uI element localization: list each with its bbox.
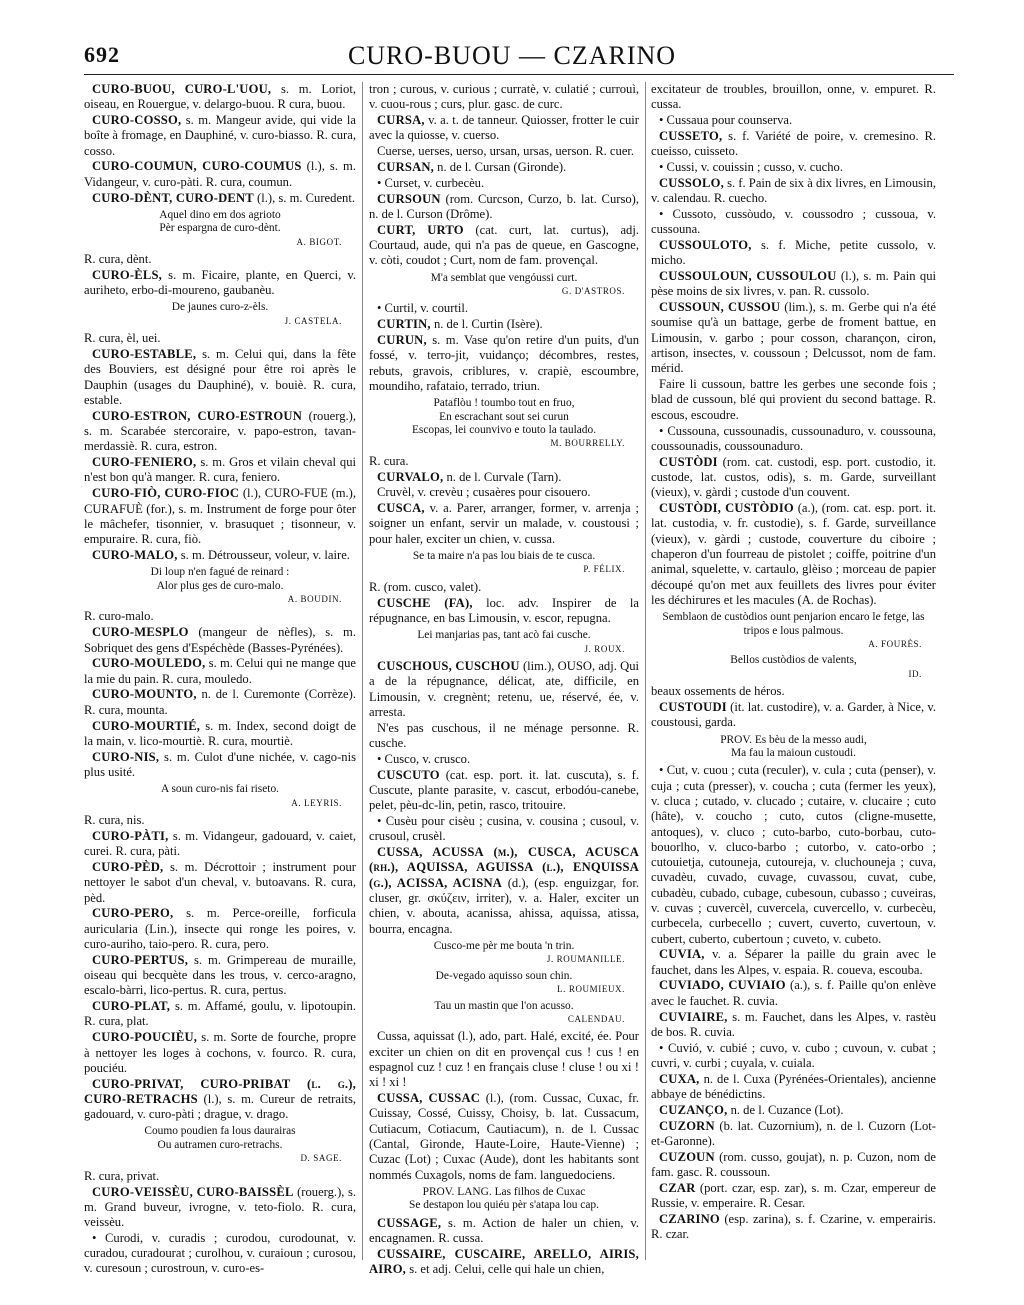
entry-definition: Faire li cussoun, battre les gerbes une seconde fois ; blad de cussoun, blé qui provient du second battage. R. escous, escoudre. [651, 377, 936, 422]
entry-headword: CUSSAGE, [377, 1215, 442, 1230]
entry-headword: CURUN, [377, 332, 427, 347]
dictionary-entry [84, 750, 356, 781]
entry-headword: CURO-ÈLS, [92, 267, 163, 282]
dictionary-entry [651, 763, 936, 947]
entry-definition: (l.), s. m. Vidangeur, v. curo-pàti. R. cura, coumun. [84, 159, 356, 189]
entry-headword: CUSCUTO [377, 767, 440, 782]
entry-definition: • Cut, v. cuou ; cuta (reculer), v. cula ; cuta (penser), v. cuja ; cuta (presser), v. coucha ; cuta (fermer les yeux), v. cluca ; cutado, v. clucado ; cutaire, v. clucaire ; cuto (hâte), v. coucho ; cuto, cutos (cligne-musette, antoques), v. cluco ; cuto-barbo, cuto-borbau, cuto-bouorlho, v. cluco-barbo ; cutorbo, v. cato-orbo ; cutouietja, cutouneja, cutoureja, v. cluchouneja ; cuva, cuvadèu, cuvado, cuvage, cuvassou, cuvat, cube, cubadèu, cubado, cubage, cubesoun, cubasso ; cuveiras, v. cuvas ; cuvercèl, cuvercela, cuvercello, v. curbecèu, curbecela, curbecello ; cuvert, cuverto, cuvertoun, v. cubert, cuberto, cubertoun ; cuveto, v. cubeto. [651, 763, 936, 946]
dictionary-entry [651, 238, 936, 269]
quotation-line: PROV. Es bèu de la messo audi, [720, 733, 867, 746]
entry-definition: (port. czar, esp. zar), s. m. Czar, empereur de Russie, v. emperaire. R. Cesar. [651, 1180, 936, 1211]
quotation [369, 272, 639, 299]
quotation [369, 397, 639, 451]
entry-definition: (esp. zarina), s. f. Czarine, v. emperairis. R. czar. [651, 1211, 936, 1242]
dictionary-entry [369, 814, 639, 845]
entry-definition: (cat. esp. port. it. lat. cuscuta), s. f. Cuscute, plante parasite, v. cascut, erbodóu-canebe, pelet, pèu-dc-lin, petin, rasco, tritouire. [369, 767, 639, 813]
entry-headword: CUSCHOUS, CUSCHOU [377, 659, 520, 674]
quotation-line: PROV. LANG. Las filhos de Cuxac [422, 1185, 586, 1198]
entry-definition: s. m. Mangeur avide, qui vide la boîte à fromage, en Dauphiné, v. curo-biasso. R. cura, cosso. [84, 113, 356, 158]
entry-definition: Cussa, aquissat (l.), ado, part. Halé, excité, ée. Pour exciter un chien on dit en provençal cus ! cus ! en espagnol cuz ! cuz ! en français cluse ! cluse ! ou xi ! xi ! xi ! [369, 1029, 639, 1090]
quotation-line: Alor plus ges de curo-malo. [156, 579, 284, 592]
entry-text [84, 813, 356, 828]
dictionary-entry [369, 301, 639, 316]
dictionary-entry [84, 656, 356, 687]
quotation-line: En escrachant sout sei curun [439, 410, 569, 423]
entry-headword: CURO-PÈD, [92, 859, 164, 874]
entry-definition: (a.), (rom. cat. esp. port. it. lat. custodia, v. fr. custodie), s. f. Garde, surveillance (vieux), v. gàrdi ; custode, couverture du ciboire ; chaperon d'un fourreau de pistolet ; coiffe, poitrine d'un animal, squelette, v. cartaulo, glèiso ; morceau de papier découpé qu'on met aux feuillets des livres pour éviter les déchirures et les macules (A. de Rochas). [651, 501, 936, 607]
entry-definition: (a.), s. f. Paille qu'on enlève avec le fauchet. R. cuvia. [651, 978, 936, 1008]
dictionary-entry [651, 947, 936, 978]
entry-definition: n. de l. Curvale (Tarn). [443, 469, 562, 484]
entry-text [651, 684, 936, 699]
page-number: 692 [84, 42, 120, 67]
quotation [84, 1125, 356, 1165]
quotation [369, 1000, 639, 1027]
dictionary-entry [84, 1030, 356, 1076]
column-1 [84, 82, 356, 1282]
dictionary-entry [84, 906, 356, 952]
quotation-author: J. ROUX. [584, 643, 625, 654]
entry-headword: CURO-MOULEDO, [92, 656, 206, 671]
entry-text [84, 252, 356, 267]
entry-definition: (b. lat. Cuzornium), n. de l. Cuzorn (Lot-et-Garonne). [651, 1118, 936, 1148]
entry-text [369, 485, 639, 500]
entry-headword: CURO-COSSO, [92, 113, 182, 128]
dictionary-entry [84, 347, 356, 408]
entry-headword: CURO-MALO, [92, 547, 178, 562]
dictionary-entry [84, 455, 356, 486]
entry-definition: R. cura, èl, uei. [84, 331, 161, 346]
entry-definition: • Cussoto, cussòudo, v. coussodro ; cussoua, v. cussouna. [651, 206, 936, 237]
entry-headword: CURO-PLAT, [92, 999, 171, 1014]
dictionary-entry [651, 160, 936, 175]
quotation [84, 301, 356, 328]
quotation [84, 783, 356, 810]
dictionary-entry [369, 160, 639, 175]
entry-headword: CURO-PRIVAT, CURO-PRIBAT (l. g.), CURO-RETRACHS [84, 1076, 356, 1106]
entry-definition: R. cura, privat. [84, 1168, 160, 1183]
dictionary-entry [651, 1181, 936, 1212]
quotation-line: Coumo poudien fa lous daurairas [144, 1125, 296, 1138]
quotation-line: Escopas, lei counvivo e touto la taulado. [411, 423, 597, 436]
entry-text [84, 331, 356, 346]
entry-definition: loc. adv. Inspirer de la répugnance, en bas Limousin, v. escor, repugna. [369, 595, 639, 625]
quotation-line: De-vegado aquisso soun chin. [435, 969, 573, 982]
quotation-line: Cusco-me pèr me bouta 'n trin. [433, 939, 575, 952]
quotation [84, 209, 356, 249]
entry-headword: CUSSETO, [659, 128, 723, 143]
entry-definition: s. m. Gros et vilain cheval qui n'est bon qu'à manger. R. cura, feniero. [84, 455, 356, 485]
quotation [369, 1186, 639, 1213]
quotation [369, 940, 639, 967]
entry-headword: CURO-ESTRON, CURO-ESTROUN [92, 408, 303, 423]
dictionary-entry [84, 1077, 356, 1123]
quotation-line: Ou autramen curo-retrachs. [157, 1138, 283, 1151]
dictionary-entry [369, 596, 639, 627]
entry-headword: CURTIN, [377, 317, 431, 332]
dictionary-entry [651, 424, 936, 455]
entry-headword: CURO-ESTABLE, [92, 347, 197, 362]
entry-definition: (lim.), OUSO, adj. Qui a de la répugnance, délicat, ate, difficile, en Limousin, v. cregnènt; retenu, ue, réservé, ée, v. arresta. [369, 659, 639, 719]
dictionary-entry [84, 719, 356, 750]
entry-headword: CURO-MOUNTO, [92, 687, 197, 702]
entry-headword: CURO-FENIERO, [92, 455, 197, 470]
dictionary-entry [84, 829, 356, 860]
entry-definition: s. m. Vidangeur, gadouard, v. caiet, curei. R. cura, pàti. [84, 828, 356, 859]
entry-definition: s. m. Loriot, oiseau, en Rouergue, v. delargo-buou. R cura, buou. [84, 82, 356, 112]
entry-definition: s. m. Fauchet, dans les Alpes, v. rastèu de bos. R. cuvia. [651, 1009, 936, 1039]
entry-definition: tron ; curous, v. curious ; curratè, v. culatié ; currouì, v. cuou-rous ; curs, plur. gasc. de curc. [369, 82, 639, 112]
entry-headword: CURSOUN [377, 191, 441, 206]
entry-headword: CURO-DÈNT, CURO-DENT [92, 190, 254, 205]
entry-definition: s. et adj. Celui, celle qui hale un chien, [406, 1262, 605, 1277]
dictionary-entry [369, 333, 639, 394]
quotation-line: Ma fau la maioun custoudi. [731, 746, 856, 759]
entry-definition: • Cussouna, cussounadis, cussounaduro, v. coussouna, coussounadis, coussounaduro. [651, 423, 936, 453]
quotation-author: M. BOURRELLY. [550, 438, 625, 449]
entry-definition: s. f. Miche, petite cussolo, v. micho. [651, 237, 936, 268]
entry-definition: s. m. Celui qui ne mange que la mie du pain. R. cura, mouledo. [84, 656, 356, 686]
entry-definition: • Cusco, v. crusco. [377, 751, 471, 766]
quotation-line: Lei manjarias pas, tant acò fai cusche. [417, 629, 591, 642]
dictionary-entry [651, 700, 936, 731]
entry-definition: (rom. cat. custodi, esp. port. custodio, it. custode, lat. custos, odis), s. m. Garde, surveillant (vieux), v. gàrdi ; custode d'un couvent. [651, 454, 936, 500]
column-separator [362, 82, 363, 1260]
quotation [651, 654, 936, 681]
entry-text [369, 454, 639, 469]
dictionary-entry [84, 268, 356, 299]
entry-headword: CZAR [659, 1180, 696, 1195]
entry-definition: • Cusèu pour cisèu ; cusina, v. cousina ; cusoul, v. crusoul, crusèl. [369, 814, 639, 844]
entry-definition: beaux ossements de héros. [651, 684, 785, 699]
entry-definition: (rom. cusso, goujat), n. p. Cuzon, nom de fam. gasc. R. coussoun. [651, 1149, 936, 1180]
entry-text [369, 1029, 639, 1090]
quotation-author: A. BIGOT. [296, 236, 342, 247]
entry-headword: CUSTÒDI [659, 454, 718, 469]
dictionary-entry [84, 82, 356, 113]
quotation [369, 550, 639, 577]
dictionary-entry [84, 159, 356, 190]
entry-definition: (l.), CURO-FUE (m.), CURAFUÈ (for.), s. m. Instrument de forge pour ôter le mâchefer, tisonnier, v. brasuquet ; tisonneur, v. empuraire. R. cura, fiò. [84, 486, 356, 547]
quotation-author: P. FÉLIX. [583, 564, 625, 575]
running-head: CURO-BUOU — CZARINO [347, 41, 677, 70]
entry-definition: s. m. Culot d'une nichée, v. cago-nis plus usité. [84, 749, 356, 779]
entry-headword: CURO-POUCIÈU, [92, 1030, 198, 1045]
entry-headword: CURO-PÀTI, [92, 828, 169, 843]
dictionary-entry [651, 1150, 936, 1181]
entry-definition: s. f. Pain de six à dix livres, en Limousin, v. calendau. R. cuecho. [651, 175, 936, 206]
entry-headword: CUSTÒDI, CUSTÒDIO [659, 501, 794, 516]
entry-text [651, 377, 936, 423]
entry-definition: (lim.), s. m. Gerbe qui n'a été soumise qu'à un battage, gerbe de froment battue, en Limousin, v. garbo ; pour cosson, charançon, ciron, artison, insectes, v. coussoun ; Delcussot, nom de fam. mérid. [651, 300, 936, 376]
entry-definition: s. m. Celui qui, dans la fête des Bouviers, est désigné pour être roi après le Dauphin (usages du Dauphiné), v. bouiè. R. cura, estable. [84, 347, 356, 407]
entry-headword: CUZORN [659, 1118, 715, 1133]
quotation [651, 611, 936, 651]
quotation [84, 566, 356, 606]
entry-definition: s. m. Grimpereau de muraille, oiseau qui becquète dans les trous, v. cerco-aragno, escalo-bàrri, lico-pertus. R. cura, pertus. [84, 952, 356, 998]
dictionary-entry [369, 317, 639, 332]
entry-headword: CUSTOUDI [659, 699, 727, 714]
dictionary-entry [651, 129, 936, 160]
dictionary-entry [651, 207, 936, 238]
quotation-author: D. SAGE. [300, 1153, 342, 1164]
entry-definition: R. cura. [369, 453, 409, 468]
quotation-line: Pèr espargna de curo-dènt. [159, 222, 281, 235]
entry-headword: CUVIADO, CUVIAIO [659, 978, 786, 993]
dictionary-entry [369, 1216, 639, 1247]
quotation-author: G. D'ASTROS. [561, 285, 625, 296]
entry-headword: CUSCA, [377, 501, 425, 516]
entry-definition: • Cussi, v. couissin ; cusso, v. cucho. [659, 159, 843, 174]
entry-definition: (rouerg.), s. m. Grand buveur, ivrogne, v. teto-fiolo. R. cura, veissèu. [84, 1184, 356, 1230]
quotation-author: J. ROUMANILLE. [546, 954, 625, 965]
entry-definition: s. m. Affamé, goulu, v. lipotoupin. R. cura, plat. [84, 999, 356, 1029]
entry-headword: CUSSA, ACUSSA (m.), CUSCA, ACUSCA (rh.), AQUISSA, AGUISSA (l.), ENQUISSA (g.), ACISSA, ACISNA [369, 845, 639, 890]
entry-headword: CURSAN, [377, 159, 435, 174]
entry-headword: CUSCHE (FA), [377, 595, 473, 610]
entry-headword: CURT, URTO [377, 222, 464, 237]
entry-headword: CURO-PERO, [92, 906, 174, 921]
dictionary-entry [651, 176, 936, 207]
dictionary-entry [369, 1091, 639, 1183]
dictionary-entry [651, 269, 936, 300]
dictionary-entry [84, 999, 356, 1030]
entry-headword: CUVIAIRE, [659, 1009, 728, 1024]
entry-text [84, 1169, 356, 1184]
entry-definition: s. m. Index, second doigt de la main, v. lico-mourtiè. R. cura, mourtiè. [84, 718, 356, 748]
column-2 [369, 82, 639, 1282]
entry-text [369, 144, 639, 159]
entry-text [84, 609, 356, 624]
entry-headword: CURO-MESPLO [92, 625, 189, 640]
entry-definition: s. m. Décrottoir ; instrument pour nettoyer le sabot d'un cheval, v. butoavans. R. cura, pèd. [84, 859, 356, 905]
entry-definition: • Curset, v. curbecèu. [377, 175, 485, 190]
quotation-line: Tau un mastin que l'on acusso. [434, 999, 574, 1012]
entry-definition: (rom. Curcson, Curzo, b. lat. Curso), n. de l. Curson (Drôme). [369, 191, 639, 221]
entry-definition: (rouerg.), s. m. Scarabée stercoraire, v. papo-estron, tavan-merdassiè. R. cura, estron. [84, 408, 356, 454]
quotation [369, 629, 639, 656]
entry-headword: CURO-PERTUS, [92, 952, 189, 967]
quotation-author: J. CASTELA. [284, 315, 342, 326]
dictionary-entry [84, 191, 356, 206]
entry-definition: n. de l. Cursan (Gironde). [434, 159, 567, 174]
entry-definition: (d.), (esp. enguizgar, for. cluser, gr. σκύζειν, irriter), v. a. Haler, exciter un chien, v. abouta, acanissa, ahissa, aquissa, atissa, bourra, encagna. [369, 875, 639, 936]
entry-definition: • Cussaua pour counserva. [659, 113, 793, 128]
entry-headword: CURO-NIS, [92, 749, 160, 764]
entry-definition: s. m. Vase qu'on retire d'un puits, d'un fossé, v. terro-jit, vuidanço; décombres, restes, rebuts, gravois, criblures, v. crapiè, escoumbre, moundiho, rafataio, terrado, triun. [369, 332, 639, 393]
dictionary-entry [369, 470, 639, 485]
quotation-author: ID. [908, 668, 922, 679]
entry-definition: s. f. Variété de poire, v. cremesino. R. cueisso, cuisseto. [651, 128, 936, 159]
entry-headword: CURO-COUMUN, CURO-COUMUS [92, 159, 302, 174]
dictionary-entry [369, 501, 639, 547]
entry-headword: CUSSOUN, CUSSOU [659, 300, 781, 315]
quotation-line: M'a semblat que vengóussi curt. [430, 271, 578, 284]
dictionary-entry [651, 455, 936, 501]
dictionary-entry [651, 1010, 936, 1041]
entry-headword: CURO-MOURTIÉ, [92, 718, 201, 733]
entry-headword: CUZOUN [659, 1149, 715, 1164]
entry-headword: CUSSOULOTO, [659, 237, 752, 252]
dictionary-entry [651, 1103, 936, 1118]
dictionary-entry [84, 486, 356, 547]
quotation-line: Se destapon lou quiéu pèr s'atapa lou cap. [409, 1199, 599, 1212]
entry-definition: s. m. Sorte de fourche, propre à nettoyer les loges à cochons, v. fourco. R. cura, pouciéu. [84, 1030, 356, 1075]
entry-definition: (l.), s. m. Cureur de retraits, gadouard, v. curo-pàti ; drague, v. drago. [84, 1091, 356, 1122]
entry-headword: CURSA, [377, 113, 425, 128]
dictionary-entry [84, 548, 356, 563]
quotation-author: L. ROUMIEUX. [557, 984, 625, 995]
dictionary-entry [84, 409, 356, 455]
quotation [369, 970, 639, 997]
entry-text [369, 82, 639, 113]
entry-definition: n. de l. Cuzance (Lot). [727, 1102, 844, 1117]
dictionary-entry [84, 860, 356, 906]
entry-definition: (l.), s. m. Pain qui pèse moins de six livres, v. pan. R. cussolo. [651, 269, 936, 299]
quotation-author: A. FOURÈS. [868, 638, 922, 649]
column-separator [645, 82, 646, 1260]
column-3 [651, 82, 936, 1282]
entry-definition: s. m. Ficaire, plante, en Querci, v. auriheto, erbo-di-moureno, gaubanèu. [84, 267, 356, 298]
quotation-author: CALENDAU. [567, 1013, 625, 1024]
dictionary-entry [651, 1072, 936, 1103]
quotation-author: A. BOUDIN. [287, 594, 342, 605]
entry-headword: CUXA, [659, 1071, 700, 1086]
entry-definition: n. de l. Curemonte (Corrèze). R. cura, mounta. [84, 687, 356, 717]
entry-definition: s. m. Perce-oreille, forficula auricularia (Lin.), insecte qui ronge les poires, v. curo-auriho, taio-pero. R. cura, pero. [84, 906, 356, 951]
dictionary-entry [651, 1119, 936, 1150]
entry-definition: n. de l. Curtin (Isère). [430, 317, 543, 332]
entry-headword: CUZANÇO, [659, 1102, 728, 1117]
entry-definition: s. m. Détrousseur, voleur, v. laire. [177, 547, 350, 562]
dictionary-entry [369, 752, 639, 767]
header-rule [84, 74, 954, 75]
entry-definition: (mangeur de nèfles), s. m. Sobriquet des gens d'Espéchède (Basses-Pyrénées). [84, 625, 356, 655]
dictionary-entry [84, 625, 356, 656]
entry-headword: CURO-BUOU, CURO-L'UOU, [92, 82, 272, 96]
dictionary-entry [651, 501, 936, 608]
entry-definition: R. cura, dènt. [84, 252, 152, 267]
entry-definition: s. m. Action de haler un chien, v. encagnamen. R. cussa. [369, 1215, 639, 1245]
dictionary-entry [84, 953, 356, 999]
dictionary-entry [369, 176, 639, 191]
entry-definition: Cruvèl, v. crevèu ; cusaères pour cisouero. [377, 485, 591, 500]
entry-definition: R. curo-malo. [84, 609, 154, 624]
quotation [651, 734, 936, 761]
quotation-line: De jaunes curo-z-èls. [171, 301, 269, 314]
quotation-line: Aquel dino em dos agrioto [159, 208, 281, 221]
dictionary-entry [84, 1185, 356, 1231]
entry-definition: (cat. curt, lat. curtus), adj. Courtaud, aude, qui n'a pas de queue, en Gascogne, v. còti, coudot ; Curt, nom de fam. provençal. [369, 222, 639, 268]
quotation-line: A soun curo-nis fai riseto. [161, 783, 279, 796]
quotation-author: A. LEYRIS. [291, 797, 342, 808]
entry-definition: n. de l. Cuxa (Pyrénées-Orientales), ancienne abbaye de bénédictins. [651, 1071, 936, 1102]
dictionary-entry [651, 978, 936, 1009]
dictionary-entry [369, 113, 639, 144]
entry-headword: CURO-VEISSÈU, CURO-BAISSÈL [92, 1184, 294, 1199]
entry-text [651, 82, 936, 113]
quotation-line: Se ta maire n'a pas lou biais de te cusca. [412, 550, 596, 563]
entry-headword: CUVIA, [659, 947, 705, 962]
entry-text [369, 721, 639, 752]
entry-definition: Cuerse, uerses, uerso, ursan, ursas, uerson. R. cuer. [377, 144, 635, 159]
entry-definition: • Curtil, v. courtil. [377, 301, 469, 316]
dictionary-entry [369, 223, 639, 269]
dictionary-entry [369, 768, 639, 814]
entry-definition: • Cuvió, v. cubié ; cuvo, v. cubo ; cuvoun, v. cubat ; cuvri, v. curbi ; cuyala, v. cuiala. [651, 1040, 936, 1070]
entry-headword: CURO-FIÒ, CURO-FIOC [92, 486, 240, 501]
dictionary-entry [84, 113, 356, 159]
entry-definition: (l.), (rom. Cussac, Cuxac, fr. Cuissay, Cossé, Cuissy, Choisy, b. lat. Cussacum, Cutiacum, Cotiacum, Cautiacum), n. de l. Cussac (Cantal, Gironde, Haute-Loire, Haute-Vienne) ; Cuzac (Lot) ; Cuxac (Aude), dont les habitants sont nommés Cuxagols, noms de fam. languedociens. [369, 1091, 639, 1182]
quotation-line: Pataflòu ! toumbo tout en fruo, [433, 397, 575, 410]
entry-definition: excitateur de troubles, brouillon, onne, v. empuret. R. cussa. [651, 82, 936, 112]
quotation-line: Semblaon de custòdios ount penjarion encaro le fetge, las tripos e lous palmous. [662, 611, 925, 637]
quotation-line: Bellos custòdios de valents, [730, 654, 857, 667]
dictionary-entry [84, 1231, 356, 1277]
dictionary-entry [369, 192, 639, 223]
entry-definition: • Curodi, v. curadis ; curodou, curodounat, v. curadou, curadourat ; curolhou, v. curaioun ; curosou, v. curesoun ; curostroun, v. curo-es- [84, 1230, 356, 1276]
entry-definition: R. cura, nis. [84, 813, 145, 828]
entry-definition: v. a. Séparer la paille du grain avec le fauchet, dans les Alpes, v. espaia. R. coueva, escouba. [651, 947, 936, 977]
entry-definition: (it. lat. custodire), v. a. Garder, à Nice, v. coustousi, garda. [651, 699, 936, 730]
entry-definition: v. a. Parer, arranger, former, v. arrenja ; soigner un enfant, servir un malade, v. coustousi ; pour haler, exciter un chien, v. cussa. [369, 501, 639, 546]
entry-headword: CUSSA, CUSSAC [377, 1091, 481, 1106]
entry-definition: (l.), s. m. Curedent. [253, 190, 355, 205]
entry-headword: CZARINO [659, 1211, 720, 1226]
entry-text [369, 580, 639, 595]
dictionary-entry [651, 113, 936, 128]
entry-definition: v. a. t. de tanneur. Quiosser, frotter le cuir avec la quiosse, v. cuerso. [369, 113, 639, 143]
entry-headword: CUSSAIRE, CUSCAIRE, ARELLO, AIRIS, AIRO, [369, 1246, 639, 1277]
entry-headword: CUSSOLO, [659, 175, 724, 190]
quotation-line: Di loup n'en fagué de reinard : [150, 566, 290, 579]
entry-definition: N'es pas cuschous, il ne ménage personne. R. cusche. [369, 720, 639, 751]
entry-definition: R. (rom. cusco, valet). [369, 579, 482, 594]
dictionary-entry [369, 845, 639, 937]
dictionary-entry [651, 1041, 936, 1072]
entry-headword: CUSSOULOUN, CUSSOULOU [659, 269, 837, 284]
dictionary-entry [651, 1212, 936, 1243]
dictionary-entry [369, 659, 639, 720]
dictionary-entry [651, 300, 936, 376]
dictionary-entry [369, 1247, 639, 1278]
dictionary-entry [84, 687, 356, 718]
entry-headword: CURVALO, [377, 469, 444, 484]
